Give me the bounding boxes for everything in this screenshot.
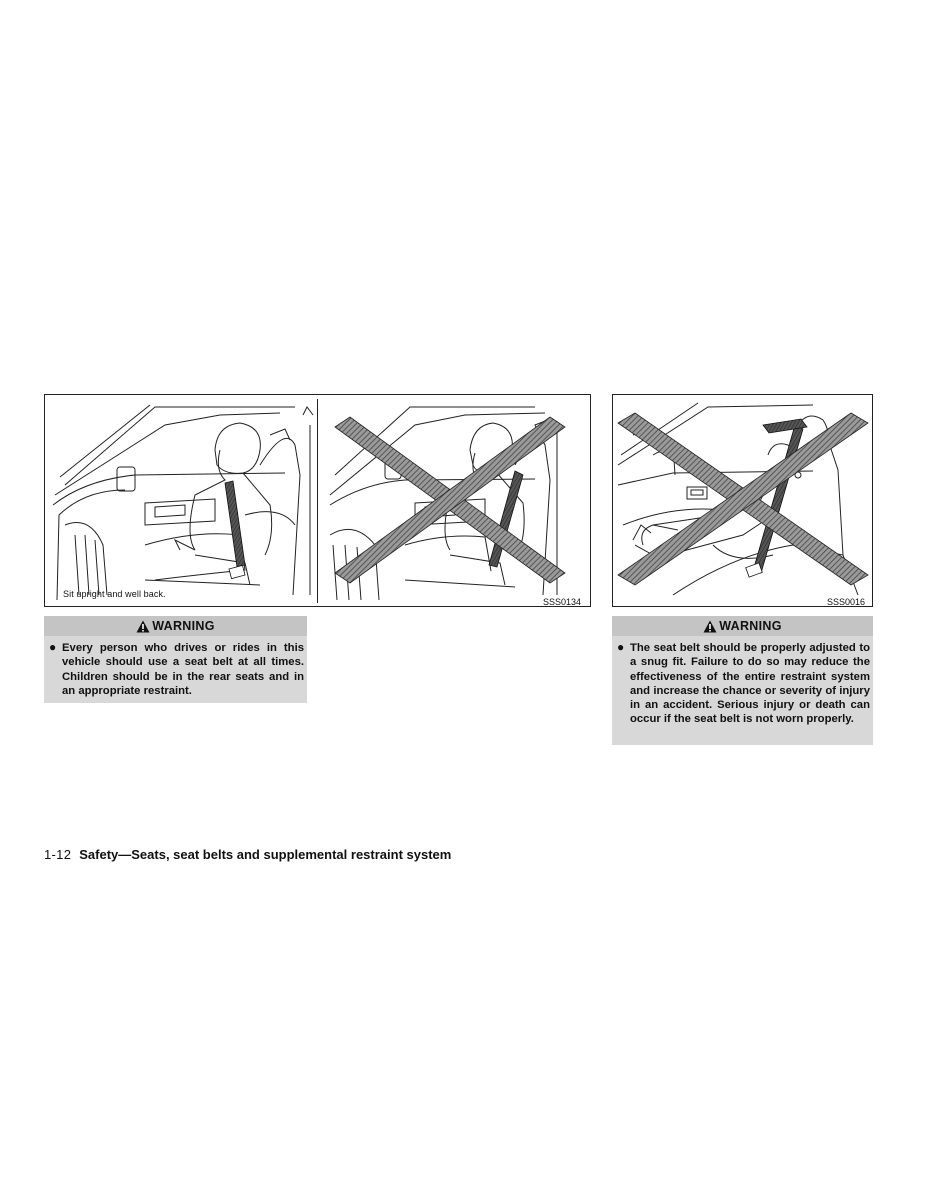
warning-title: WARNING <box>152 619 215 633</box>
warning-box-seatbelt-fit <box>612 616 873 745</box>
bullet-icon: ● <box>617 640 625 654</box>
warning-triangle-icon <box>136 620 150 633</box>
warning-title: WARNING <box>719 619 782 633</box>
warning-header <box>612 616 873 636</box>
incorrect-reclined-drawing <box>613 395 874 608</box>
correct-seating-drawing <box>45 395 592 608</box>
section-title: Safety—Seats, seat belts and supplemental restraint system <box>79 847 452 862</box>
figure-code-right: SSS0016 <box>827 597 866 607</box>
figure-caption: Sit upright and well back. <box>63 589 166 599</box>
warning-text: Every person who drives or rides in this vehicle should use a seat belt at all times. Children should be in the rear seats and in an appropriate restraint. <box>62 642 304 697</box>
page-number: 1-12 <box>44 847 72 862</box>
figure-code-left: SSS0134 <box>543 597 582 607</box>
warning-body <box>44 636 307 702</box>
warning-body <box>612 636 873 731</box>
panel-divider <box>317 399 318 603</box>
page-footer <box>44 847 451 862</box>
bullet-icon: ● <box>49 640 57 654</box>
warning-header <box>44 616 307 636</box>
seating-position-illustration <box>44 394 591 607</box>
reclined-seating-illustration <box>612 394 873 607</box>
warning-triangle-icon <box>703 620 717 633</box>
warning-text: The seat belt should be properly adjusted to a snug fit. Failure to do so may reduce the effectiveness of the entire restraint system and increase the chance or severity of injury in an accident. Serious injury or death can occur if the seat belt is not worn properly. <box>630 642 870 726</box>
warning-box-seatbelt-use <box>44 616 307 703</box>
